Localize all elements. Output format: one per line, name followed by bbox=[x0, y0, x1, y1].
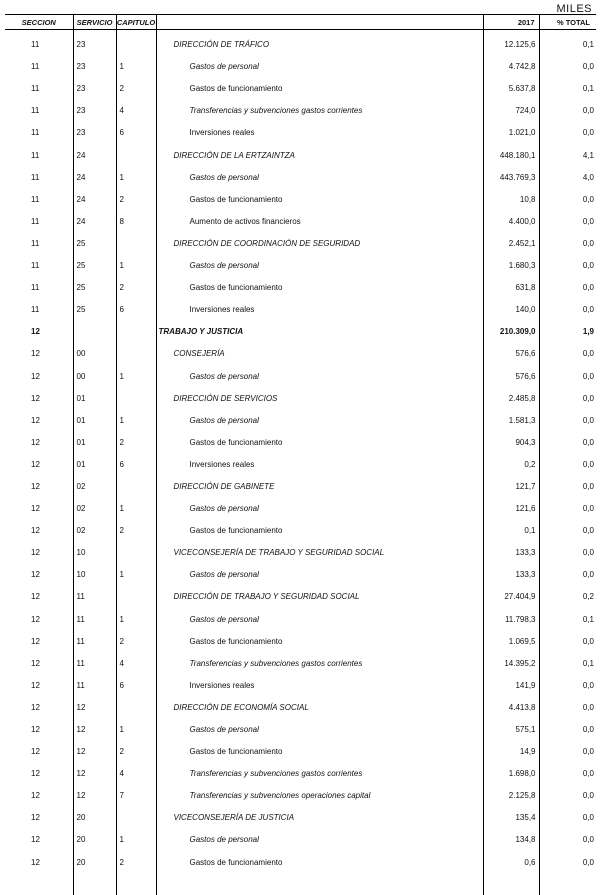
empty-cell bbox=[116, 870, 156, 895]
capitulo-cell: 1 bbox=[116, 825, 156, 847]
pct-total-cell: 0,0 bbox=[539, 52, 596, 74]
table-row bbox=[5, 406, 596, 428]
table-row bbox=[5, 361, 596, 383]
pct-total-cell: 0,1 bbox=[539, 604, 596, 626]
amount-cell: 443.769,3 bbox=[499, 172, 536, 182]
amount-cell: 12.125,6 bbox=[504, 40, 536, 50]
table-row bbox=[5, 428, 596, 450]
amount-cell: 0,6 bbox=[524, 857, 536, 867]
amount-cell: 121,6 bbox=[515, 504, 536, 514]
amount-cell: 0,1 bbox=[524, 526, 536, 536]
concept-label: Inversiones reales bbox=[156, 450, 483, 472]
capitulo-cell bbox=[116, 582, 156, 604]
seccion-cell: 12 bbox=[31, 747, 40, 757]
seccion-cell: 12 bbox=[31, 504, 40, 514]
amount-cell: 121,7 bbox=[515, 481, 536, 491]
amount-cell: 1.680,3 bbox=[508, 261, 536, 271]
servicio-cell: 24 bbox=[73, 207, 116, 229]
capitulo-cell bbox=[116, 384, 156, 406]
servicio-cell: 25 bbox=[73, 273, 116, 295]
servicio-cell: 12 bbox=[73, 693, 116, 715]
capitulo-cell bbox=[116, 803, 156, 825]
table-row bbox=[5, 560, 596, 582]
table-row bbox=[5, 317, 596, 339]
pct-total-cell: 0,0 bbox=[539, 494, 596, 516]
amount-cell: 904,3 bbox=[515, 437, 536, 447]
servicio-cell: 01 bbox=[73, 384, 116, 406]
concept-label: DIRECCIÓN DE GABINETE bbox=[156, 472, 483, 494]
servicio-cell: 01 bbox=[73, 450, 116, 472]
servicio-cell: 11 bbox=[73, 627, 116, 649]
pct-total-cell: 0,0 bbox=[539, 450, 596, 472]
servicio-cell bbox=[73, 317, 116, 339]
concept-label: CONSEJERÍA bbox=[156, 339, 483, 361]
capitulo-cell: 1 bbox=[116, 406, 156, 428]
table-row bbox=[5, 649, 596, 671]
concept-label: Transferencias y subvenciones gastos corrientes bbox=[156, 96, 483, 118]
concept-label: Inversiones reales bbox=[156, 295, 483, 317]
capitulo-cell: 7 bbox=[116, 781, 156, 803]
seccion-cell: 12 bbox=[31, 680, 40, 690]
seccion-cell: 11 bbox=[31, 40, 40, 50]
servicio-cell: 23 bbox=[73, 118, 116, 140]
table-row bbox=[5, 74, 596, 96]
capitulo-cell: 1 bbox=[116, 604, 156, 626]
table-row bbox=[5, 229, 596, 251]
seccion-cell: 12 bbox=[31, 658, 40, 668]
table-row bbox=[5, 207, 596, 229]
amount-cell: 140,0 bbox=[515, 305, 536, 315]
servicio-cell: 12 bbox=[73, 737, 116, 759]
seccion-cell: 12 bbox=[31, 791, 40, 801]
servicio-cell: 00 bbox=[73, 361, 116, 383]
seccion-cell: 11 bbox=[31, 84, 40, 94]
concept-label: Gastos de personal bbox=[156, 406, 483, 428]
table-row bbox=[5, 472, 596, 494]
servicio-cell: 24 bbox=[73, 140, 116, 162]
concept-label: Gastos de personal bbox=[156, 560, 483, 582]
table-row bbox=[5, 847, 596, 869]
amount-cell: 576,6 bbox=[515, 371, 536, 381]
concept-label: Aumento de activos financieros bbox=[156, 207, 483, 229]
amount-cell: 5.637,8 bbox=[508, 84, 536, 94]
empty-cell bbox=[5, 870, 73, 895]
table-row bbox=[5, 273, 596, 295]
table-header-row bbox=[5, 15, 596, 30]
seccion-cell: 12 bbox=[31, 548, 40, 558]
capitulo-cell: 6 bbox=[116, 671, 156, 693]
units-label: MILES bbox=[556, 3, 592, 15]
pct-total-cell: 0,0 bbox=[539, 207, 596, 229]
capitulo-cell: 2 bbox=[116, 516, 156, 538]
table-row bbox=[5, 627, 596, 649]
capitulo-cell: 4 bbox=[116, 759, 156, 781]
pct-total-cell: 0,0 bbox=[539, 384, 596, 406]
capitulo-cell: 2 bbox=[116, 185, 156, 207]
pct-total-cell: 0,0 bbox=[539, 516, 596, 538]
capitulo-cell: 4 bbox=[116, 649, 156, 671]
table-row bbox=[5, 140, 596, 162]
servicio-cell: 25 bbox=[73, 295, 116, 317]
pct-total-cell: 0,0 bbox=[539, 560, 596, 582]
pct-total-cell: 0,0 bbox=[539, 428, 596, 450]
table-row bbox=[5, 803, 596, 825]
amount-cell: 1.069,5 bbox=[508, 636, 536, 646]
concept-label: Transferencias y subvenciones gastos corrientes bbox=[156, 649, 483, 671]
pct-total-cell: 0,0 bbox=[539, 185, 596, 207]
seccion-cell: 12 bbox=[31, 415, 40, 425]
seccion-cell: 12 bbox=[31, 481, 40, 491]
servicio-cell: 12 bbox=[73, 715, 116, 737]
amount-cell: 14,9 bbox=[519, 747, 536, 757]
concept-label: DIRECCIÓN DE COORDINACIÓN DE SEGURIDAD bbox=[156, 229, 483, 251]
servicio-cell: 01 bbox=[73, 406, 116, 428]
pct-total-cell: 0,0 bbox=[539, 759, 596, 781]
table-row bbox=[5, 516, 596, 538]
concept-label: Gastos de funcionamiento bbox=[156, 516, 483, 538]
seccion-cell: 11 bbox=[31, 106, 40, 116]
pct-total-cell: 0,0 bbox=[539, 847, 596, 869]
concept-label: TRABAJO Y JUSTICIA bbox=[156, 317, 483, 339]
table-row bbox=[5, 671, 596, 693]
capitulo-cell bbox=[116, 317, 156, 339]
pct-total-cell: 0,1 bbox=[539, 74, 596, 96]
table-row bbox=[5, 118, 596, 140]
pct-total-cell: 0,0 bbox=[539, 825, 596, 847]
servicio-cell: 23 bbox=[73, 30, 116, 53]
seccion-cell: 12 bbox=[31, 349, 40, 359]
table-row bbox=[5, 494, 596, 516]
header-servicio: SERVICIO bbox=[73, 15, 116, 30]
seccion-cell: 11 bbox=[31, 216, 40, 226]
seccion-cell: 12 bbox=[31, 570, 40, 580]
seccion-cell: 12 bbox=[31, 835, 40, 845]
concept-label: DIRECCIÓN DE ECONOMÍA SOCIAL bbox=[156, 693, 483, 715]
concept-label: Gastos de personal bbox=[156, 604, 483, 626]
servicio-cell: 10 bbox=[73, 538, 116, 560]
amount-cell: 133,3 bbox=[515, 570, 536, 580]
header-seccion: SECCION bbox=[5, 15, 73, 30]
concept-label: Gastos de personal bbox=[156, 715, 483, 737]
amount-cell: 4.400,0 bbox=[508, 216, 536, 226]
capitulo-cell: 1 bbox=[116, 361, 156, 383]
amount-cell: 210.309,0 bbox=[499, 327, 536, 337]
pct-total-cell: 0,0 bbox=[539, 339, 596, 361]
capitulo-cell: 2 bbox=[116, 428, 156, 450]
servicio-cell: 20 bbox=[73, 847, 116, 869]
table-row bbox=[5, 96, 596, 118]
capitulo-cell: 1 bbox=[116, 560, 156, 582]
seccion-cell: 11 bbox=[31, 194, 40, 204]
budget-table bbox=[5, 14, 596, 895]
amount-cell: 27.404,9 bbox=[504, 592, 536, 602]
servicio-cell: 25 bbox=[73, 229, 116, 251]
pct-total-cell: 0,0 bbox=[539, 715, 596, 737]
servicio-cell: 11 bbox=[73, 604, 116, 626]
empty-cell bbox=[156, 870, 483, 895]
capitulo-cell: 6 bbox=[116, 450, 156, 472]
seccion-cell: 12 bbox=[31, 437, 40, 447]
servicio-cell: 02 bbox=[73, 494, 116, 516]
seccion-cell: 12 bbox=[31, 526, 40, 536]
servicio-cell: 23 bbox=[73, 96, 116, 118]
pct-total-cell: 0,0 bbox=[539, 693, 596, 715]
table-row bbox=[5, 582, 596, 604]
servicio-cell: 01 bbox=[73, 428, 116, 450]
seccion-cell: 12 bbox=[31, 459, 40, 469]
seccion-cell: 11 bbox=[31, 172, 40, 182]
table-row bbox=[5, 604, 596, 626]
concept-label: Gastos de funcionamiento bbox=[156, 627, 483, 649]
amount-cell: 134,8 bbox=[515, 835, 536, 845]
concept-label: DIRECCIÓN DE TRÁFICO bbox=[156, 30, 483, 53]
pct-total-cell: 0,0 bbox=[539, 295, 596, 317]
amount-cell: 141,9 bbox=[515, 680, 536, 690]
amount-cell: 1.021,0 bbox=[508, 128, 536, 138]
concept-label: Transferencias y subvenciones operaciones capital bbox=[156, 781, 483, 803]
concept-label: Gastos de funcionamiento bbox=[156, 185, 483, 207]
capitulo-cell: 1 bbox=[116, 52, 156, 74]
pct-total-cell: 0,0 bbox=[539, 737, 596, 759]
pct-total-cell: 0,0 bbox=[539, 118, 596, 140]
table-row bbox=[5, 737, 596, 759]
table-row bbox=[5, 538, 596, 560]
pct-total-cell: 0,0 bbox=[539, 273, 596, 295]
capitulo-cell bbox=[116, 140, 156, 162]
capitulo-cell: 2 bbox=[116, 627, 156, 649]
empty-cell bbox=[73, 870, 116, 895]
capitulo-cell: 6 bbox=[116, 295, 156, 317]
capitulo-cell: 1 bbox=[116, 163, 156, 185]
servicio-cell: 11 bbox=[73, 582, 116, 604]
capitulo-cell bbox=[116, 538, 156, 560]
pct-total-cell: 0,0 bbox=[539, 538, 596, 560]
pct-total-cell: 0,0 bbox=[539, 361, 596, 383]
concept-label: VICECONSEJERÍA DE TRABAJO Y SEGURIDAD SOCIAL bbox=[156, 538, 483, 560]
amount-cell: 575,1 bbox=[515, 725, 536, 734]
concept-label: Gastos de personal bbox=[156, 52, 483, 74]
concept-label: Gastos de funcionamiento bbox=[156, 74, 483, 96]
empty-cell bbox=[483, 870, 539, 895]
pct-total-cell: 4,0 bbox=[539, 163, 596, 185]
capitulo-cell: 1 bbox=[116, 715, 156, 737]
table-row bbox=[5, 759, 596, 781]
table-row bbox=[5, 30, 596, 53]
table-row bbox=[5, 825, 596, 847]
amount-cell: 631,8 bbox=[515, 283, 536, 293]
table-row bbox=[5, 52, 596, 74]
capitulo-cell: 4 bbox=[116, 96, 156, 118]
amount-cell: 4.742,8 bbox=[508, 62, 536, 72]
amount-cell: 4.413,8 bbox=[508, 702, 536, 712]
pct-total-cell: 0,0 bbox=[539, 251, 596, 273]
amount-cell: 0,2 bbox=[524, 459, 536, 469]
pct-total-cell: 0,1 bbox=[539, 649, 596, 671]
table-row bbox=[5, 450, 596, 472]
table-row bbox=[5, 781, 596, 803]
servicio-cell: 02 bbox=[73, 516, 116, 538]
amount-cell: 2.452,1 bbox=[508, 238, 536, 248]
concept-label: DIRECCIÓN DE LA ERTZAINTZA bbox=[156, 140, 483, 162]
pct-total-cell: 0,0 bbox=[539, 671, 596, 693]
servicio-cell: 12 bbox=[73, 781, 116, 803]
seccion-cell: 12 bbox=[31, 769, 40, 779]
pct-total-cell: 0,2 bbox=[539, 582, 596, 604]
header-capitulo: CAPITULO bbox=[116, 15, 156, 30]
amount-cell: 135,4 bbox=[515, 813, 536, 823]
seccion-cell: 12 bbox=[31, 614, 40, 624]
pct-total-cell: 4,1 bbox=[539, 140, 596, 162]
seccion-cell: 12 bbox=[31, 393, 40, 403]
seccion-cell: 12 bbox=[31, 327, 40, 337]
concept-label: Gastos de personal bbox=[156, 163, 483, 185]
servicio-cell: 25 bbox=[73, 251, 116, 273]
servicio-cell: 24 bbox=[73, 163, 116, 185]
table-row bbox=[5, 163, 596, 185]
concept-label: Gastos de funcionamiento bbox=[156, 737, 483, 759]
seccion-cell: 11 bbox=[31, 62, 40, 72]
seccion-cell: 12 bbox=[31, 636, 40, 646]
seccion-cell: 11 bbox=[31, 261, 40, 271]
pct-total-cell: 0,0 bbox=[539, 96, 596, 118]
table-row bbox=[5, 339, 596, 361]
pct-total-cell: 0,0 bbox=[539, 406, 596, 428]
servicio-cell: 11 bbox=[73, 649, 116, 671]
empty-cell bbox=[539, 870, 596, 895]
table-row bbox=[5, 715, 596, 737]
seccion-cell: 12 bbox=[31, 857, 40, 867]
pct-total-cell: 0,0 bbox=[539, 229, 596, 251]
amount-cell: 1.698,0 bbox=[508, 769, 536, 779]
capitulo-cell: 2 bbox=[116, 737, 156, 759]
capitulo-cell bbox=[116, 229, 156, 251]
table-row bbox=[5, 693, 596, 715]
seccion-cell: 11 bbox=[31, 238, 40, 248]
capitulo-cell bbox=[116, 339, 156, 361]
amount-cell: 11.798,3 bbox=[504, 614, 536, 624]
capitulo-cell bbox=[116, 30, 156, 53]
servicio-cell: 00 bbox=[73, 339, 116, 361]
capitulo-cell: 1 bbox=[116, 494, 156, 516]
pct-total-cell: 1,9 bbox=[539, 317, 596, 339]
pct-total-cell: 0,0 bbox=[539, 803, 596, 825]
capitulo-cell: 1 bbox=[116, 251, 156, 273]
amount-cell: 2.125,8 bbox=[508, 791, 536, 801]
amount-cell: 14.395,2 bbox=[504, 658, 536, 668]
table-row bbox=[5, 251, 596, 273]
concept-label: Gastos de personal bbox=[156, 251, 483, 273]
servicio-cell: 02 bbox=[73, 472, 116, 494]
concept-label: Transferencias y subvenciones gastos corrientes bbox=[156, 759, 483, 781]
table-row bbox=[5, 185, 596, 207]
amount-cell: 1.581,3 bbox=[508, 415, 536, 425]
header-pct-total: % TOTAL bbox=[539, 15, 596, 30]
seccion-cell: 12 bbox=[31, 592, 40, 602]
amount-cell: 10,8 bbox=[519, 194, 536, 204]
seccion-cell: 11 bbox=[31, 283, 40, 293]
capitulo-cell: 6 bbox=[116, 118, 156, 140]
header-year: 2017 bbox=[483, 15, 539, 30]
pct-total-cell: 0,0 bbox=[539, 627, 596, 649]
table-body bbox=[5, 30, 596, 895]
pct-total-cell: 0,0 bbox=[539, 472, 596, 494]
amount-cell: 2.485,8 bbox=[508, 393, 536, 403]
concept-label: Gastos de funcionamiento bbox=[156, 273, 483, 295]
seccion-cell: 11 bbox=[31, 305, 40, 315]
servicio-cell: 12 bbox=[73, 759, 116, 781]
capitulo-cell: 8 bbox=[116, 207, 156, 229]
servicio-cell: 24 bbox=[73, 185, 116, 207]
servicio-cell: 20 bbox=[73, 825, 116, 847]
header-concepto bbox=[156, 15, 483, 30]
concept-label: DIRECCIÓN DE SERVICIOS bbox=[156, 384, 483, 406]
concept-label: Gastos de funcionamiento bbox=[156, 847, 483, 869]
servicio-cell: 11 bbox=[73, 671, 116, 693]
seccion-cell: 12 bbox=[31, 813, 40, 823]
concept-label: Gastos de personal bbox=[156, 825, 483, 847]
seccion-cell: 11 bbox=[31, 150, 40, 160]
amount-cell: 576,6 bbox=[515, 349, 536, 359]
table-row bbox=[5, 295, 596, 317]
amount-cell: 133,3 bbox=[515, 548, 536, 558]
table-filler-row bbox=[5, 870, 596, 895]
seccion-cell: 12 bbox=[31, 702, 40, 712]
seccion-cell: 12 bbox=[31, 371, 40, 381]
servicio-cell: 23 bbox=[73, 74, 116, 96]
pct-total-cell: 0,0 bbox=[539, 781, 596, 803]
concept-label: Gastos de personal bbox=[156, 494, 483, 516]
servicio-cell: 20 bbox=[73, 803, 116, 825]
capitulo-cell: 2 bbox=[116, 74, 156, 96]
concept-label: Gastos de funcionamiento bbox=[156, 428, 483, 450]
seccion-cell: 11 bbox=[31, 128, 40, 138]
capitulo-cell bbox=[116, 472, 156, 494]
servicio-cell: 23 bbox=[73, 52, 116, 74]
seccion-cell: 12 bbox=[31, 725, 40, 734]
table-row bbox=[5, 384, 596, 406]
concept-label: Gastos de personal bbox=[156, 361, 483, 383]
servicio-cell: 10 bbox=[73, 560, 116, 582]
concept-label: VICECONSEJERÍA DE JUSTICIA bbox=[156, 803, 483, 825]
amount-cell: 448.180,1 bbox=[499, 150, 536, 160]
amount-cell: 724,0 bbox=[515, 106, 536, 116]
concept-label: Inversiones reales bbox=[156, 671, 483, 693]
concept-label: Inversiones reales bbox=[156, 118, 483, 140]
capitulo-cell: 2 bbox=[116, 847, 156, 869]
capitulo-cell bbox=[116, 693, 156, 715]
concept-label: DIRECCIÓN DE TRABAJO Y SEGURIDAD SOCIAL bbox=[156, 582, 483, 604]
capitulo-cell: 2 bbox=[116, 273, 156, 295]
pct-total-cell: 0,1 bbox=[539, 30, 596, 53]
